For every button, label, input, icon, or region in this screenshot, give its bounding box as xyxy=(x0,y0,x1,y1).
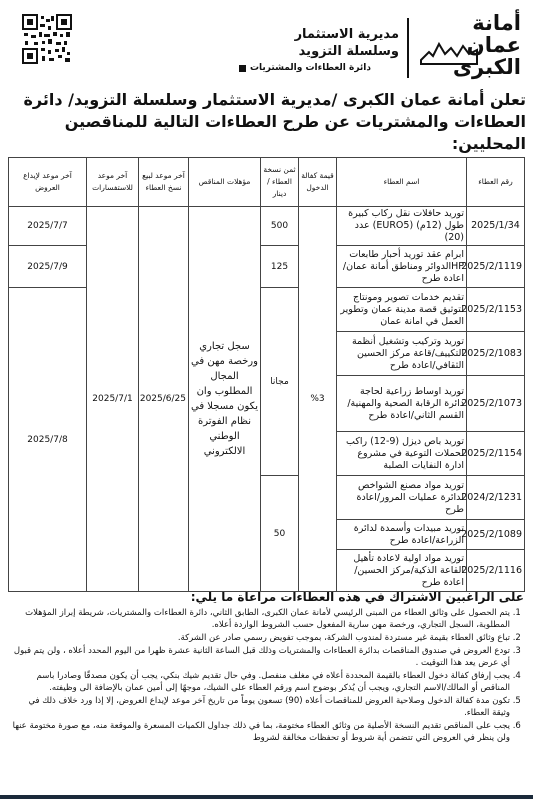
price-value: 125 xyxy=(261,246,299,288)
qr-code-icon xyxy=(22,14,72,64)
terms-list xyxy=(8,607,524,744)
header-qualifications: مؤهلات المناقص xyxy=(189,158,261,207)
list-item: 6. يجب على المناقص تقديم النسخة الأصلية من وثائق العطاء مختومة، بما في ذلك جداول الكميات المسعرة والموقعة منه، مع صورة مختومة عنها ولن ينظر في العروض التي تتضمن أية شروط أو تحفظات مخالفة لشروط xyxy=(8,720,510,744)
announcement-headline: تعلن أمانة عمان الكبرى /مديرية الاستثمار وسلسلة التزويد/ دائرة العطاءات والمشتريات عن طرح العطاءات التالية للمناقصين المحليين: xyxy=(23,90,526,153)
tender-name: توريد مواد اولية لاعادة تأهيل القاعة الذكية/مركز الحسين/اعادة طرح xyxy=(337,550,467,592)
bullet-square-icon xyxy=(239,65,246,72)
price-value: 500 xyxy=(261,207,299,246)
table-row xyxy=(9,288,525,332)
letterhead xyxy=(0,0,533,88)
tender-no: 2025/2/1073 xyxy=(467,376,525,432)
tender-no: 2025/2/1153 xyxy=(467,288,525,332)
header-guarantee: قيمة كفالة الدخول xyxy=(299,158,337,207)
deposit-deadline-value: 2025/7/8 xyxy=(9,288,87,592)
price-value: 50 xyxy=(261,476,299,592)
list-item: 3. تودع العروض في صندوق المناقصات بدائرة العطاءات والمشتريات وذلك قبل الساعة الثانية عشرة ظهرا من اليوم المحدد أعلاه ، ولن يتم قبول أي عرض يعد هذا التوقيت . xyxy=(8,645,510,669)
table-row xyxy=(9,207,525,246)
tender-name: توريد اوساط زراعية لحاجة دائرة الرقابة الصحية والمهنية/القسم الثاني/اعادة طرح xyxy=(337,376,467,432)
tender-name: تقديم خدمات تصوير ومونتاج لتوثيق قصة مدينة عمان وتطوير العمل في امانة عمان xyxy=(337,288,467,332)
dept-investment: مديرية الاستثمار xyxy=(294,27,399,42)
terms-section xyxy=(8,590,524,745)
tender-name: توريد وتركيب وتشغيل أنظمة التكييف/قاعة مركز الحسين الثقافي/اعادة طرح xyxy=(337,332,467,376)
dept-tenders xyxy=(239,60,399,77)
sale-deadline-value: 2025/6/25 xyxy=(139,207,189,592)
header-tender-no: رقم العطاء xyxy=(467,158,525,207)
footer-bar xyxy=(0,795,533,799)
tender-name: توريد باص ديزل (9-12) راكب لحملات التوعية في مشروع ادارة النفايات الصلبة xyxy=(337,432,467,476)
tender-no: 2024/2/1231 xyxy=(467,476,525,520)
tender-no: 2025/2/1116 xyxy=(467,550,525,592)
tender-name: توريد حافلات نقل ركاب كبيرة طول (12م) (EURO5) عدد (20) xyxy=(337,207,467,246)
tender-no: 2025/1/34 xyxy=(467,207,525,246)
tender-name: ابرام عقد توريد أحبار طابعات HPالدوائر ومناطق أمانة عمان/اعادة طرح xyxy=(337,246,467,288)
list-item: 4. يجب إرفاق كفالة دخول العطاء بالقيمة المحددة أعلاه في مغلف منفصل. وفي حال تقديم شيك بنكي، يجب أن يكون مصدقًا وصادرا باسم المناقص أو المالك/الاسم التجاري، ويجب أن يُذكر بوضوح اسم ورقم العطاء على الشيك، موجهًا إلى أمين عمان بالإضافة الى وظيفته. xyxy=(8,670,510,694)
table-header-row xyxy=(9,158,525,207)
logo-word-amana: أمانة xyxy=(472,11,521,35)
terms-title: على الراغبين الاشتراك في هذه العطاءات مراعاة ما يلي: xyxy=(190,590,524,604)
tender-no: 2025/2/1154 xyxy=(467,432,525,476)
deposit-deadline-value: 2025/7/7 xyxy=(9,207,87,246)
tender-no: 2025/2/1089 xyxy=(467,520,525,550)
table-row xyxy=(9,246,525,288)
department-block xyxy=(239,26,399,77)
tenders-table xyxy=(8,157,525,592)
logo-divider xyxy=(407,18,409,78)
price-value: مجانا xyxy=(261,288,299,476)
tender-no: 2025/2/1119 xyxy=(467,246,525,288)
tender-no: 2025/2/1083 xyxy=(467,332,525,376)
logo-word-amman: عمان xyxy=(466,33,521,57)
list-item: 5. تكون مدة كفالة الدخول وصلاحية العروض للمناقصات أعلاه (90) تسعون يوماً من تاريخ آخر موعد لإيداع العروض، إلا إذا ورد خلاف ذلك في وثيقة العطاء. xyxy=(8,695,510,719)
logo-word-kubra: الكبرى xyxy=(452,55,521,79)
logo-skyline-icon xyxy=(419,30,479,70)
dept-tenders-label: دائرة العطاءات والمشتريات xyxy=(250,63,372,73)
header-deposit-deadline: آخر موعد لإيداع العروض xyxy=(9,158,87,207)
header-price: ثمن نسخة العطاء /دينار xyxy=(261,158,299,207)
guarantee-value: %3 xyxy=(299,207,337,592)
tender-name: توريد مبيدات وأسمدة لدائرة الزراعة/اعادة طرح xyxy=(337,520,467,550)
tender-name: توريد مواد مصنع الشواخص لدائرة عمليات المرور/اعادة طرح xyxy=(337,476,467,520)
inquiry-deadline-value: 2025/7/1 xyxy=(87,207,139,592)
deposit-deadline-value: 2025/7/9 xyxy=(9,246,87,288)
list-item: 2. تباع وثائق العطاء بقيمة غير مستردة لمندوب الشركة، بموجب تفويض رسمي صادر عن الشركة. xyxy=(8,632,510,644)
dept-supply-chain: وسلسلة التزويد xyxy=(298,44,399,59)
header-sale-deadline: آخر موعد لبيع نسخ العطاء xyxy=(139,158,189,207)
list-item: 1. يتم الحصول على وثائق العطاء من المبنى الرئيسي لأمانة عمان الكبرى، الطابق الثاني، دائرة العطاءات والمشتريات، شريطة إبراز المؤهلات المطلوبة، السجل التجاري، ورخصة مهن سارية المفعول حسب الشروط الواردة أعلاه. xyxy=(8,607,510,631)
qualifications-value: سجل تجاري ورخصة مهن في المجال المطلوب وان يكون مسجلا في نظام الفوترة الوطني الالكتروني xyxy=(189,207,261,592)
header-inquiry-deadline: آخر موعد للاستفسارات xyxy=(87,158,139,207)
header-tender-name: اسم العطاء xyxy=(337,158,467,207)
